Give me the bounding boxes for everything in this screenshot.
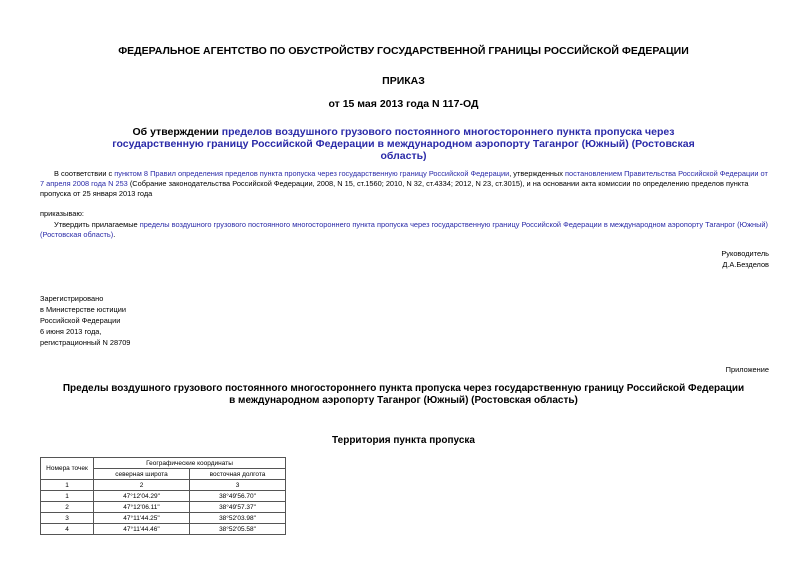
signature-role: Руководитель: [721, 249, 769, 258]
government-decree-link[interactable]: постановлением Правительства Российской Федерации от 7 апреля 2008 года N 253: [40, 169, 768, 188]
rules-point-8-link[interactable]: пунктом 8 Правил определения пределов пункта пропуска через государственную границу Российской Федерации: [114, 169, 510, 178]
order-title-link[interactable]: пределов воздушного грузового постоянного многостороннего пункта пропуска через государственную границу Российской Федерации в международном аэропорту Таганрог (Южный) (Ростовская область): [112, 126, 695, 162]
registration-line: 6 июня 2013 года,: [40, 327, 102, 336]
table-cell: 3: [190, 480, 286, 491]
signature-name: Д.А.Безделов: [722, 260, 769, 269]
preamble-text-a: В соответствии с: [54, 169, 115, 178]
appendix-label: Приложение: [725, 365, 769, 374]
table-cell: 38°49'57.37": [190, 502, 286, 513]
preamble-text-b: , утвержденных: [509, 169, 566, 178]
table-cell: 38°52'05.58": [190, 524, 286, 535]
table-row: [41, 502, 286, 513]
registration-line: Зарегистрировано: [40, 294, 104, 303]
preamble-text-c: (Собрание законодательства Российской Федерации, 2008, N 15, ст.1560; 2010, N 32, ст.4334; 2012, N 23, ст.3015), и на основании акта комиссии по определению пределов пункта пропуска от 25 января 2013 года: [40, 179, 749, 198]
approve-paragraph: [40, 220, 770, 240]
table-cell: 1: [41, 491, 94, 502]
order-title: [90, 126, 717, 162]
approve-text-a: Утвердить прилагаемые: [54, 220, 140, 229]
table-cell: 47°11'44.25": [94, 513, 190, 524]
table-cell: 2: [41, 502, 94, 513]
approve-text-b: .: [113, 230, 116, 239]
preamble-paragraph: [40, 169, 770, 199]
registration-line: регистрационный N 28709: [40, 338, 131, 347]
table-cell: 4: [41, 524, 94, 535]
table-cell: 47°12'06.11": [94, 502, 190, 513]
table-cell: 38°49'56.70": [190, 491, 286, 502]
limits-appendix-link[interactable]: пределы воздушного грузового постоянного многостороннего пункта пропуска через государственную границу Российской Федерации в международном аэропорту Таганрог (Южный) (Ростовская область): [40, 220, 769, 239]
table-row: [41, 513, 286, 524]
registration-line: Российской Федерации: [40, 316, 121, 325]
header-lat: северная широта: [94, 469, 190, 480]
order-date-number: от 15 мая 2013 года N 117-ОД: [328, 98, 479, 110]
header-lon: восточная долгота: [190, 469, 286, 480]
order-word: приказываю:: [40, 209, 84, 218]
order-title-prefix: Об утверждении: [132, 126, 222, 138]
registration-block: [40, 293, 130, 348]
table-column-numbers-row: [41, 480, 286, 491]
coordinates-table: [40, 457, 286, 535]
header-points: Номера точек: [41, 458, 94, 480]
table-cell: 38°52'03.98": [190, 513, 286, 524]
territory-heading: Территория пункта пропуска: [332, 435, 475, 446]
table-row: [41, 524, 286, 535]
table-header-row: [41, 458, 286, 469]
registration-line: в Министерстве юстиции: [40, 305, 127, 314]
table-cell: 3: [41, 513, 94, 524]
table-cell: 47°11'44.46": [94, 524, 190, 535]
appendix-title: Пределы воздушного грузового постоянного многостороннего пункта пропуска через государственную границу Российской Федерации в международном аэропорту Таганрог (Южный) (Ростовская область): [62, 383, 745, 406]
table-cell: 1: [41, 480, 94, 491]
order-heading: ПРИКАЗ: [382, 75, 425, 87]
table-row: [41, 491, 286, 502]
agency-heading: ФЕДЕРАЛЬНОЕ АГЕНТСТВО ПО ОБУСТРОЙСТВУ ГОСУДАРСТВЕННОЙ ГРАНИЦЫ РОССИЙСКОЙ ФЕДЕРАЦИИ: [118, 45, 689, 57]
table-cell: 2: [94, 480, 190, 491]
header-geo: Географические координаты: [94, 458, 286, 469]
table-cell: 47°12'04.29": [94, 491, 190, 502]
